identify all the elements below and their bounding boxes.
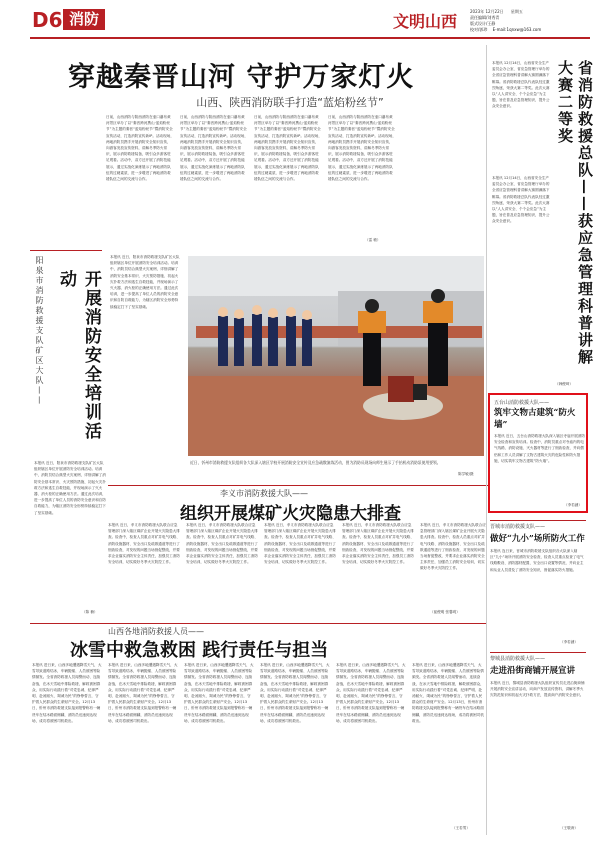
mid-article-body-col5: 本报讯 近日，孝义市消防救援大队联合应急管理部门深入辖区煤矿企业开展火灾隐患大排查。检查中，检查人员重点对矿井电气线路、消防设施器材、安全出口及疏散通道等进行了细致检查，对发现的问题当场督促整改，并要求企业落实消防安全主体责任，加强员工消防安全培训，切实做好冬季火灾防控工作。: [420, 523, 486, 571]
lead-body-col3: 日前，山西消防与陕西消防在壶口瀑布黄河景区举办了以“秦晋跨河携山·蓝焰粉丝节”为主题的秦晋“蓝焰粉丝节”暨消防安全宣传活动，打造消防宣传新IP。活动现场，两地消防员携手开展消防安全知识宣传，向游客发放宣传资料，讲解冬季防火常识，展示消防救援装备，吸引众多游客驻足观看。活动中，双方还开展了消防技能展示，通过实战化演练展示了两地消防队伍的过硬素质，进一步增进了两地消防救援队伍之间的交流与合作。: [254, 115, 322, 182]
section-label: 消防: [63, 9, 105, 30]
mid-article-body-col4: 本报讯 近日，孝义市消防救援大队联合应急管理部门深入辖区煤矿企业开展火灾隐患大排查。检查中，检查人员重点对矿井电气线路、消防设施器材、安全出口及疏散通道等进行了细致检查，对发现的问题当场督促整改，并要求企业落实消防安全主体责任，加强员工消防安全培训，切实做好冬季火灾防控工作。: [342, 523, 414, 565]
lead-body-col2: 日前，山西消防与陕西消防在壶口瀑布黄河景区举办了以“秦晋跨河携山·蓝焰粉丝节”为主题的秦晋“蓝焰粉丝节”暨消防安全宣传活动，打造消防宣传新IP。活动现场，两地消防员携手开展消防安全知识宣传，向游客发放宣传资料，讲解冬季防火常识，展示消防救援装备，吸引众多游客驻足观看。活动中，双方还开展了消防技能展示，通过实战化演练展示了两地消防队伍的过硬素质，进一步增进了两地消防救援队伍之间的交流与合作。: [180, 115, 248, 182]
photo-caption: 近日，忻州市消防救援支队组织各大队深入辖区学校开展消防安全宣传及应急疏散演练活动，图为消防员现场向师生展示了手抬机动消防泵使用要领。: [190, 460, 441, 465]
left-article-rule: [30, 250, 102, 251]
bottom-article-title: 冰雪中救急救困 践行责任与担当: [70, 640, 329, 661]
right-top-body: 本报讯 12月14日，山西省安全生产委员会办公室、省应急管理厅举办的全省应急管理科普讲解大赛圆满落下帷幕。省消防救援总队代表队经过激烈角逐，荣获大赛二等奖。此次大赛以“人人讲安全、个个会应急”为主题，旨在普及应急管理知识，提升公众安全意识。: [492, 61, 550, 109]
mid-article-title: 组织开展煤矿火灾隐患大排查: [180, 504, 401, 524]
right-mid-rule: [490, 520, 586, 521]
bottom-article-body-col3: 本报讯 进日来，山西多地遭遇降雪天气，大雪导致道路结冰，车辆抛锚、人员被困等险情频发。全省消防救援人员闻警而动、连续奋战，在冰天雪地中排险救援，解救被困群众，用实际行动践行着“对党忠诚、纪律严明、赴汤蹈火、竭诚为民”的铮铮誓言，守护着人民群众的生命财产安全。12月13日，忻州市消防救援支队接到报警称有一辆货车在结冰路面侧翻，消防员迅速到达现场，成功将被困司机救出。: [184, 663, 254, 723]
bottom-article-byline: （王若男）: [452, 826, 470, 830]
page-number: D6: [32, 8, 63, 32]
mid-article-rule: [108, 485, 488, 486]
news-photo: [188, 256, 484, 456]
mid-article-body-col3: 本报讯 近日，孝义市消防救援大队联合应急管理部门深入辖区煤矿企业开展火灾隐患大排查。检查中，检查人员重点对矿井电气线路、消防设施器材、安全出口及疏散通道等进行了细致检查，对发现的问题当场督促整改，并要求企业落实消防安全主体责任，加强员工消防安全培训，切实做好冬季火灾防控工作。: [264, 523, 336, 565]
left-article-byline: （陈 楠）: [82, 610, 98, 614]
issue-weekday: 星期五: [510, 9, 523, 14]
bottom-article-body-col6: 本报讯 进日来，山西多地遭遇降雪天气，大雪导致道路结冰，车辆抛锚、人员被困等险情频发。全省消防救援人员闻警而动、连续奋战，在冰天雪地中排险救援，解救被困群众，用实际行动践行着“对党忠诚、纪律严明、赴汤蹈火、竭诚为民”的铮铮誓言，守护着人民群众的生命财产安全。12月13日，忻州市消防救援支队接到报警称有一辆货车在结冰路面侧翻，消防员迅速到达现场，成功将被困司机救出。: [412, 663, 484, 723]
bottom-article-body-col5: 本报讯 进日来，山西多地遭遇降雪天气，大雪导致道路结冰，车辆抛锚、人员被困等险情频发。全省消防救援人员闻警而动、连续奋战，在冰天雪地中排险救援，解救被困群众，用实际行动践行着“对党忠诚、纪律严明、赴汤蹈火、竭诚为民”的铮铮誓言，守护着人民群众的生命财产安全。12月13日，忻州市消防救援支队接到报警称有一辆货车在结冰路面侧翻，消防员迅速到达现场，成功将被困司机救出。: [336, 663, 406, 723]
lead-body-col4: 日前，山西消防与陕西消防在壶口瀑布黄河景区举办了以“秦晋跨河携山·蓝焰粉丝节”为主题的秦晋“蓝焰粉丝节”暨消防安全宣传活动，打造消防宣传新IP。活动现场，两地消防员携手开展消防安全知识宣传，向游客发放宣传资料，讲解冬季防火常识，展示消防救援装备，吸引众多游客驻足观看。活动中，双方还开展了消防技能展示，通过实战化演练展示了两地消防队伍的过硬素质，进一步增进了两地消防救援队伍之间的交流与合作。: [328, 115, 396, 182]
bottom-article-unit: 山西各地消防救援人员——: [108, 627, 204, 636]
lead-body-col1: 日前，山西消防与陕西消防在壶口瀑布黄河景区举办了以“秦晋跨河携山·蓝焰粉丝节”为主题的秦晋“蓝焰粉丝节”暨消防安全宣传活动，打造消防宣传新IP。活动现场，两地消防员携手开展消防安全知识宣传，向游客发放宣传资料，讲解冬季防火常识，展示消防救援装备，吸引众多游客驻足观看。活动中，双方还开展了消防技能展示，通过实战化演练展示了两地消防队伍的过硬素质，进一步增进了两地消防救援队伍之间的交流与合作。: [106, 115, 174, 182]
left-article-title: 开展消防安全培训活动: [56, 270, 101, 441]
right-top-byline: （韩俊琦）: [555, 382, 573, 386]
right-box-unit: 五台山消防救援大队——: [494, 400, 550, 406]
design-credit: 版式设计/王静: [470, 21, 496, 26]
masthead-meta: [470, 9, 590, 35]
highlight-box: [488, 393, 588, 513]
mid-article-body-col2: 本报讯 近日，孝义市消防救援大队联合应急管理部门深入辖区煤矿企业开展火灾隐患大排查。检查中，检查人员重点对矿井电气线路、消防设施器材、安全出口及疏散通道等进行了细致检查，对发现的问题当场督促整改，并要求企业落实消防安全主体责任，加强员工消防安全培训，切实做好冬季火灾防控工作。: [186, 523, 258, 565]
left-article-body: 本报讯 近日，阳泉市消防救援支队矿区大队组织辖区单位开展消防安全培训活动。培训中，消防员结合典型火灾案例，详细讲解了消防安全基本常识、火灾预防措施、初起火灾扑救方法和逃生自救技能，并现场演示了灭火器、消火栓的正确使用方法。通过此次培训，进一步提高了单位人员的消防安全意识和自防自救能力，为辖区消防安全形势持续稳定打下了坚实基础。: [110, 255, 180, 309]
masthead-rule: [30, 37, 590, 39]
contact-email: E-mail:1qnxw@163.com: [492, 27, 542, 32]
right-bottom-title: 走进沿街商铺开展宣讲: [490, 666, 576, 676]
right-box-byline: （李若涵）: [564, 503, 582, 507]
right-box-title: 筑牢文物古建筑“防火墙”: [494, 408, 576, 430]
bottom-article-body-col1: 本报讯 进日来，山西多地遭遇降雪天气，大雪导致道路结冰，车辆抛锚、人员被困等险情频发。全省消防救援人员闻警而动、连续奋战，在冰天雪地中排险救援，解救被困群众，用实际行动践行着“对党忠诚、纪律严明、赴汤蹈火、竭诚为民”的铮铮誓言，守护着人民群众的生命财产安全。12月13日，忻州市消防救援支队接到报警称有一辆货车在结冰路面侧翻，消防员迅速到达现场，成功将被困司机救出。: [32, 663, 102, 723]
bottom-article-body-col4: 本报讯 进日来，山西多地遭遇降雪天气，大雪导致道路结冰，车辆抛锚、人员被困等险情频发。全省消防救援人员闻警而动、连续奋战，在冰天雪地中排险救援，解救被困群众，用实际行动践行着“对党忠诚、纪律严明、赴汤蹈火、竭诚为民”的铮铮誓言，守护着人民群众的生命财产安全。12月13日，忻州市消防救援支队接到报警称有一辆货车在结冰路面侧翻，消防员迅速到达现场，成功将被困司机救出。: [260, 663, 330, 723]
right-top-title: 省消防救援总队——获应急管理科普讲解大赛二等奖: [556, 60, 594, 366]
right-mid-byline: （李若涵）: [560, 640, 578, 644]
right-bottom-unit: 黎城县消防救援大队——: [490, 656, 546, 662]
right-bottom-body: 本报讯 近日，黎城县消防救援大队组织宣传员走进沿街商铺开展消防安全宣讲活动，向商户发放宣传资料，讲解冬季火灾防范知识和初起火灾扑救方法，提高商户消防安全意识。: [490, 681, 585, 698]
lead-subtitle: 山西、陕西消防联手打造“蓝焰粉丝节”: [196, 96, 384, 109]
right-box-body: 本报讯 近日，五台山消防救援大队深入辖区寺庙开展消防安全检查和宣传培训。检查中，消防员重点对寺庙内的电气线路、消防设施、灭火器材等进行了细致检查，并向僧侣和工作人员讲解了文物古建筑火灾的危险性和防火措施，切实筑牢文物古建筑“防火墙”。: [494, 434, 585, 463]
proof-credit: 校对/郭珍: [470, 27, 488, 32]
column-divider: [486, 45, 487, 835]
mid-article-byline: （崔俊明 张馨玥）: [430, 610, 460, 614]
bottom-article-rule: [30, 623, 486, 624]
lead-headline: 穿越秦晋山河 守护万家灯火: [68, 62, 415, 93]
photo-scene: [188, 256, 484, 456]
right-bottom-rule: [490, 652, 586, 653]
mid-article-body-col1: 本报讯 近日，孝义市消防救援大队联合应急管理部门深入辖区煤矿企业开展火灾隐患大排查。检查中，检查人员重点对矿井电气线路、消防设施器材、安全出口及疏散通道等进行了细致检查，对发现的问题当场督促整改，并要求企业落实消防安全主体责任，加强员工消防安全培训，切实做好冬季火灾防控工作。: [108, 523, 180, 565]
right-mid-body: 本报讯 连日来，晋城市消防救援支队组织各大队深入辖区“九小”场所开展消防安全检查，检查人员重点检查了电气线路敷设、消防器材配置、安全出口设置等情况，并向业主和从业人员普及了消防安全知识，督促落实防火措施。: [490, 549, 584, 572]
editor-credit: 责任编辑/刘秀青: [470, 15, 500, 20]
right-bottom-byline: （王敬涛）: [560, 826, 578, 830]
left-article-body-lower: 本报讯 近日，阳泉市消防救援支队矿区大队组织辖区单位开展消防安全培训活动。培训中，消防员结合典型火灾案例，详细讲解了消防安全基本常识、火灾预防措施、初起火灾扑救方法和逃生自救技能，并现场演示了灭火器、消火栓的正确使用方法。通过此次培训，进一步提高了单位人员的消防安全意识和自防自救能力，为辖区消防安全形势持续稳定打下了坚实基础。: [34, 461, 106, 515]
photo-credit: 陈学敏/摄: [458, 472, 474, 476]
mid-article-unit: 李义市消防救援大队——: [220, 489, 308, 498]
masthead: [0, 0, 600, 40]
issue-date: 2023年 12月22日: [470, 9, 504, 14]
right-mid-unit: 晋城市消防救援支队——: [490, 524, 546, 530]
left-article-unit: 阳泉市消防救援支队矿区大队——: [35, 256, 44, 406]
right-top-body-lower: 本报讯 12月14日，山西省安全生产委员会办公室、省应急管理厅举办的全省应急管理科普讲解大赛圆满落下帷幕。省消防救援总队代表队经过激烈角逐，荣获大赛二等奖。此次大赛以“人人讲安全、个个会应急”为主题，旨在普及应急管理知识，提升公众安全意识。: [492, 176, 550, 224]
bottom-article-body-col2: 本报讯 进日来，山西多地遭遇降雪天气，大雪导致道路结冰，车辆抛锚、人员被困等险情频发。全省消防救援人员闻警而动、连续奋战，在冰天雪地中排险救援，解救被困群众，用实际行动践行着“对党忠诚、纪律严明、赴汤蹈火、竭诚为民”的铮铮誓言，守护着人民群众的生命财产安全。12月13日，忻州市消防救援支队接到报警称有一辆货车在结冰路面侧翻，消防员迅速到达现场，成功将被困司机救出。: [108, 663, 178, 723]
lead-byline: （雷 敏）: [365, 238, 381, 242]
right-mid-title: 做好“九小”场所防火工作: [490, 534, 585, 544]
brand-logo: 文明山西: [393, 12, 458, 31]
